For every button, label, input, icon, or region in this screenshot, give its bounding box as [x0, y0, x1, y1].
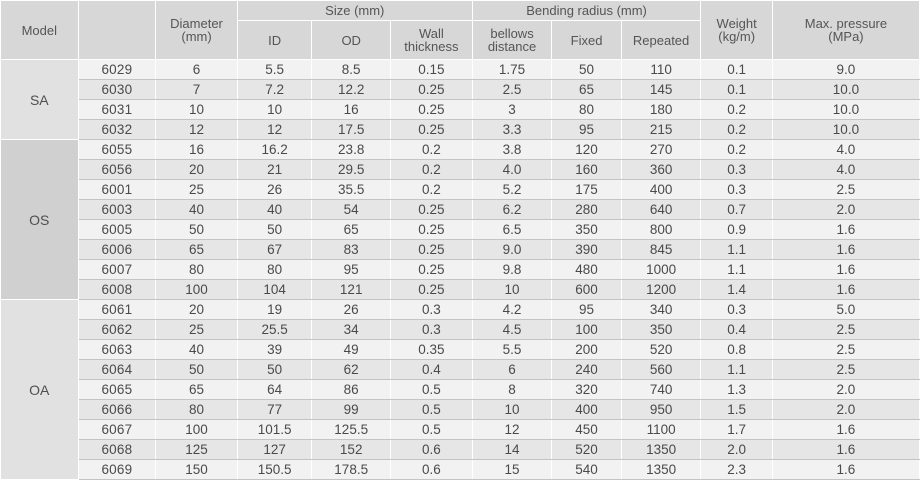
code-cell: 6066: [78, 400, 156, 420]
repeated-cell: 215: [621, 120, 701, 140]
repeated-cell: 1200: [621, 280, 701, 300]
fixed-cell: 80: [552, 100, 621, 120]
od-cell: 95: [312, 260, 391, 280]
code-cell: 6031: [78, 100, 156, 120]
weight-cell: 0.3: [701, 300, 772, 320]
table-row: [1, 260, 920, 280]
id-cell: 12: [237, 120, 312, 140]
wall-thickness-cell: 0.25: [391, 280, 473, 300]
od-cell: 83: [312, 240, 391, 260]
bellows-distance-cell: 1.75: [472, 60, 552, 80]
header-od: OD: [312, 21, 391, 60]
bellows-distance-cell: 4.0: [472, 160, 552, 180]
diameter-cell: 80: [156, 260, 238, 280]
weight-cell: 1.1: [701, 240, 772, 260]
code-cell: 6005: [78, 220, 156, 240]
max-pressure-cell: 2.5: [772, 180, 919, 200]
id-cell: 39: [237, 340, 312, 360]
diameter-cell: 16: [156, 140, 238, 160]
max-pressure-cell: 10.0: [772, 100, 919, 120]
diameter-cell: 20: [156, 300, 238, 320]
id-cell: 127: [237, 440, 312, 460]
bellows-distance-cell: 9.8: [472, 260, 552, 280]
wall-thickness-cell: 0.25: [391, 220, 473, 240]
header-code: [78, 1, 156, 60]
diameter-cell: 65: [156, 380, 238, 400]
id-cell: 40: [237, 200, 312, 220]
fixed-cell: 120: [552, 140, 621, 160]
od-cell: 16: [312, 100, 391, 120]
repeated-cell: 845: [621, 240, 701, 260]
od-cell: 65: [312, 220, 391, 240]
weight-cell: 2.0: [701, 440, 772, 460]
header-bending-group: Bending radius (mm): [472, 1, 701, 21]
header-wall-thickness: [391, 21, 473, 60]
code-cell: 6029: [78, 60, 156, 80]
id-cell: 25.5: [237, 320, 312, 340]
max-pressure-cell: 1.6: [772, 260, 919, 280]
id-cell: 26: [237, 180, 312, 200]
repeated-cell: 640: [621, 200, 701, 220]
table-row: [1, 240, 920, 260]
weight-cell: 0.3: [701, 160, 772, 180]
weight-cell: 1.1: [701, 360, 772, 380]
fixed-cell: 160: [552, 160, 621, 180]
od-cell: 8.5: [312, 60, 391, 80]
code-cell: 6063: [78, 340, 156, 360]
table-row: [1, 300, 920, 320]
code-cell: 6068: [78, 440, 156, 460]
repeated-cell: 145: [621, 80, 701, 100]
header-max-pressure-label: Max. pressure (MPa): [804, 16, 888, 44]
fixed-cell: 65: [552, 80, 621, 100]
code-cell: 6055: [78, 140, 156, 160]
wall-thickness-cell: 0.25: [391, 120, 473, 140]
header-repeated: Repeated: [621, 21, 701, 60]
fixed-cell: 540: [552, 460, 621, 480]
repeated-cell: 350: [621, 320, 701, 340]
code-cell: 6003: [78, 200, 156, 220]
fixed-cell: 100: [552, 320, 621, 340]
id-cell: 64: [237, 380, 312, 400]
od-cell: 17.5: [312, 120, 391, 140]
table-row: [1, 120, 920, 140]
diameter-cell: 12: [156, 120, 238, 140]
od-cell: 178.5: [312, 460, 391, 480]
code-cell: 6069: [78, 460, 156, 480]
header-weight: [701, 1, 772, 60]
wall-thickness-cell: 0.5: [391, 380, 473, 400]
table-body: [1, 60, 920, 480]
code-cell: 6065: [78, 380, 156, 400]
weight-cell: 1.4: [701, 280, 772, 300]
wall-thickness-cell: 0.2: [391, 140, 473, 160]
max-pressure-cell: 1.6: [772, 420, 919, 440]
fixed-cell: 520: [552, 440, 621, 460]
code-cell: 6067: [78, 420, 156, 440]
weight-cell: 1.5: [701, 400, 772, 420]
wall-thickness-cell: 0.25: [391, 200, 473, 220]
header-bellows-distance-label: bellows distance: [487, 26, 537, 54]
od-cell: 62: [312, 360, 391, 380]
wall-thickness-cell: 0.25: [391, 100, 473, 120]
fixed-cell: 200: [552, 340, 621, 360]
weight-cell: 0.7: [701, 200, 772, 220]
repeated-cell: 400: [621, 180, 701, 200]
od-cell: 86: [312, 380, 391, 400]
code-cell: 6064: [78, 360, 156, 380]
wall-thickness-cell: 0.15: [391, 60, 473, 80]
weight-cell: 0.9: [701, 220, 772, 240]
weight-cell: 0.1: [701, 80, 772, 100]
wall-thickness-cell: 0.6: [391, 440, 473, 460]
id-cell: 21: [237, 160, 312, 180]
bellows-distance-cell: 5.5: [472, 340, 552, 360]
weight-cell: 0.3: [701, 180, 772, 200]
table-row: [1, 400, 920, 420]
max-pressure-cell: 4.0: [772, 160, 919, 180]
id-cell: 10: [237, 100, 312, 120]
max-pressure-cell: 2.5: [772, 360, 919, 380]
fixed-cell: 350: [552, 220, 621, 240]
diameter-cell: 80: [156, 400, 238, 420]
weight-cell: 0.1: [701, 60, 772, 80]
bellows-distance-cell: 6.2: [472, 200, 552, 220]
diameter-cell: 50: [156, 220, 238, 240]
weight-cell: 0.4: [701, 320, 772, 340]
id-cell: 67: [237, 240, 312, 260]
table-row: [1, 440, 920, 460]
id-cell: 101.5: [237, 420, 312, 440]
table-row: [1, 280, 920, 300]
bellows-distance-cell: 6.5: [472, 220, 552, 240]
weight-cell: 2.3: [701, 460, 772, 480]
od-cell: 29.5: [312, 160, 391, 180]
wall-thickness-cell: 0.6: [391, 460, 473, 480]
weight-cell: 0.2: [701, 100, 772, 120]
od-cell: 54: [312, 200, 391, 220]
bellows-distance-cell: 15: [472, 460, 552, 480]
max-pressure-cell: 1.6: [772, 220, 919, 240]
repeated-cell: 270: [621, 140, 701, 160]
wall-thickness-cell: 0.25: [391, 80, 473, 100]
id-cell: 150.5: [237, 460, 312, 480]
repeated-cell: 1000: [621, 260, 701, 280]
fixed-cell: 240: [552, 360, 621, 380]
code-cell: 6030: [78, 80, 156, 100]
table-row: [1, 320, 920, 340]
diameter-cell: 100: [156, 280, 238, 300]
bellows-distance-cell: 3: [472, 100, 552, 120]
diameter-cell: 150: [156, 460, 238, 480]
diameter-cell: 40: [156, 200, 238, 220]
repeated-cell: 950: [621, 400, 701, 420]
fixed-cell: 280: [552, 200, 621, 220]
max-pressure-cell: 2.5: [772, 340, 919, 360]
header-id: ID: [237, 21, 312, 60]
diameter-cell: 25: [156, 180, 238, 200]
weight-cell: 1.3: [701, 380, 772, 400]
repeated-cell: 740: [621, 380, 701, 400]
diameter-cell: 100: [156, 420, 238, 440]
max-pressure-cell: 1.6: [772, 240, 919, 260]
header-wall-thickness-label: Wall thickness: [404, 26, 459, 54]
diameter-cell: 25: [156, 320, 238, 340]
bellows-distance-cell: 3.3: [472, 120, 552, 140]
max-pressure-cell: 9.0: [772, 60, 919, 80]
code-cell: 6001: [78, 180, 156, 200]
max-pressure-cell: 4.0: [772, 140, 919, 160]
bellows-distance-cell: 5.2: [472, 180, 552, 200]
code-cell: 6061: [78, 300, 156, 320]
weight-cell: 0.8: [701, 340, 772, 360]
weight-cell: 0.2: [701, 120, 772, 140]
header-weight-label: Weight (kg/m): [716, 16, 757, 44]
id-cell: 50: [237, 360, 312, 380]
code-cell: 6056: [78, 160, 156, 180]
header-max-pressure: [772, 1, 919, 60]
model-cell: SA: [1, 60, 79, 140]
max-pressure-cell: 1.6: [772, 280, 919, 300]
table-row: [1, 420, 920, 440]
od-cell: 34: [312, 320, 391, 340]
id-cell: 80: [237, 260, 312, 280]
id-cell: 5.5: [237, 60, 312, 80]
id-cell: 104: [237, 280, 312, 300]
table-row: [1, 380, 920, 400]
table-row: [1, 360, 920, 380]
max-pressure-cell: 2.5: [772, 320, 919, 340]
fixed-cell: 320: [552, 380, 621, 400]
table-row: [1, 340, 920, 360]
model-cell: OA: [1, 300, 79, 480]
wall-thickness-cell: 0.5: [391, 400, 473, 420]
od-cell: 12.2: [312, 80, 391, 100]
wall-thickness-cell: 0.3: [391, 300, 473, 320]
code-cell: 6032: [78, 120, 156, 140]
id-cell: 7.2: [237, 80, 312, 100]
diameter-cell: 50: [156, 360, 238, 380]
repeated-cell: 800: [621, 220, 701, 240]
repeated-cell: 360: [621, 160, 701, 180]
bellows-distance-cell: 14: [472, 440, 552, 460]
table-row: [1, 200, 920, 220]
fixed-cell: 450: [552, 420, 621, 440]
header-diameter-label: Diameter (mm): [170, 16, 223, 44]
repeated-cell: 520: [621, 340, 701, 360]
repeated-cell: 1100: [621, 420, 701, 440]
diameter-cell: 65: [156, 240, 238, 260]
bellows-distance-cell: 10: [472, 400, 552, 420]
diameter-cell: 125: [156, 440, 238, 460]
table-row: [1, 180, 920, 200]
fixed-cell: 95: [552, 120, 621, 140]
diameter-cell: 7: [156, 80, 238, 100]
wall-thickness-cell: 0.4: [391, 360, 473, 380]
fixed-cell: 175: [552, 180, 621, 200]
od-cell: 35.5: [312, 180, 391, 200]
header-model: Model: [1, 1, 79, 60]
max-pressure-cell: 2.0: [772, 380, 919, 400]
id-cell: 16.2: [237, 140, 312, 160]
fixed-cell: 480: [552, 260, 621, 280]
weight-cell: 1.7: [701, 420, 772, 440]
fixed-cell: 400: [552, 400, 621, 420]
header-fixed: Fixed: [552, 21, 621, 60]
diameter-cell: 40: [156, 340, 238, 360]
wall-thickness-cell: 0.25: [391, 240, 473, 260]
od-cell: 125.5: [312, 420, 391, 440]
header-diameter: [156, 1, 238, 60]
table-row: [1, 460, 920, 480]
id-cell: 50: [237, 220, 312, 240]
wall-thickness-cell: 0.25: [391, 260, 473, 280]
table-row: [1, 220, 920, 240]
max-pressure-cell: 5.0: [772, 300, 919, 320]
fixed-cell: 95: [552, 300, 621, 320]
wall-thickness-cell: 0.2: [391, 180, 473, 200]
id-cell: 77: [237, 400, 312, 420]
od-cell: 152: [312, 440, 391, 460]
bellows-distance-cell: 2.5: [472, 80, 552, 100]
bellows-distance-cell: 3.8: [472, 140, 552, 160]
header-size-group: Size (mm): [237, 1, 472, 21]
diameter-cell: 20: [156, 160, 238, 180]
max-pressure-cell: 2.0: [772, 400, 919, 420]
table-row: [1, 60, 920, 80]
repeated-cell: 1350: [621, 460, 701, 480]
fixed-cell: 600: [552, 280, 621, 300]
code-cell: 6008: [78, 280, 156, 300]
code-cell: 6062: [78, 320, 156, 340]
bellows-distance-cell: 9.0: [472, 240, 552, 260]
od-cell: 23.8: [312, 140, 391, 160]
bellows-distance-cell: 8: [472, 380, 552, 400]
bellows-distance-cell: 6: [472, 360, 552, 380]
repeated-cell: 180: [621, 100, 701, 120]
weight-cell: 0.2: [701, 140, 772, 160]
bellows-distance-cell: 10: [472, 280, 552, 300]
repeated-cell: 110: [621, 60, 701, 80]
repeated-cell: 340: [621, 300, 701, 320]
table-row: [1, 160, 920, 180]
max-pressure-cell: 10.0: [772, 80, 919, 100]
table-row: [1, 100, 920, 120]
header-bellows-distance: [472, 21, 552, 60]
wall-thickness-cell: 0.2: [391, 160, 473, 180]
od-cell: 121: [312, 280, 391, 300]
od-cell: 26: [312, 300, 391, 320]
code-cell: 6007: [78, 260, 156, 280]
table-row: [1, 140, 920, 160]
table-row: [1, 80, 920, 100]
repeated-cell: 1350: [621, 440, 701, 460]
wall-thickness-cell: 0.35: [391, 340, 473, 360]
max-pressure-cell: 1.6: [772, 460, 919, 480]
od-cell: 49: [312, 340, 391, 360]
max-pressure-cell: 2.0: [772, 200, 919, 220]
model-cell: OS: [1, 140, 79, 300]
repeated-cell: 560: [621, 360, 701, 380]
bellows-distance-cell: 12: [472, 420, 552, 440]
wall-thickness-cell: 0.3: [391, 320, 473, 340]
table-header: [1, 1, 920, 60]
fixed-cell: 50: [552, 60, 621, 80]
wall-thickness-cell: 0.5: [391, 420, 473, 440]
bellows-distance-cell: 4.5: [472, 320, 552, 340]
code-cell: 6006: [78, 240, 156, 260]
max-pressure-cell: 1.6: [772, 440, 919, 460]
od-cell: 99: [312, 400, 391, 420]
bellows-distance-cell: 4.2: [472, 300, 552, 320]
weight-cell: 1.1: [701, 260, 772, 280]
fixed-cell: 390: [552, 240, 621, 260]
id-cell: 19: [237, 300, 312, 320]
diameter-cell: 10: [156, 100, 238, 120]
diameter-cell: 6: [156, 60, 238, 80]
max-pressure-cell: 10.0: [772, 120, 919, 140]
